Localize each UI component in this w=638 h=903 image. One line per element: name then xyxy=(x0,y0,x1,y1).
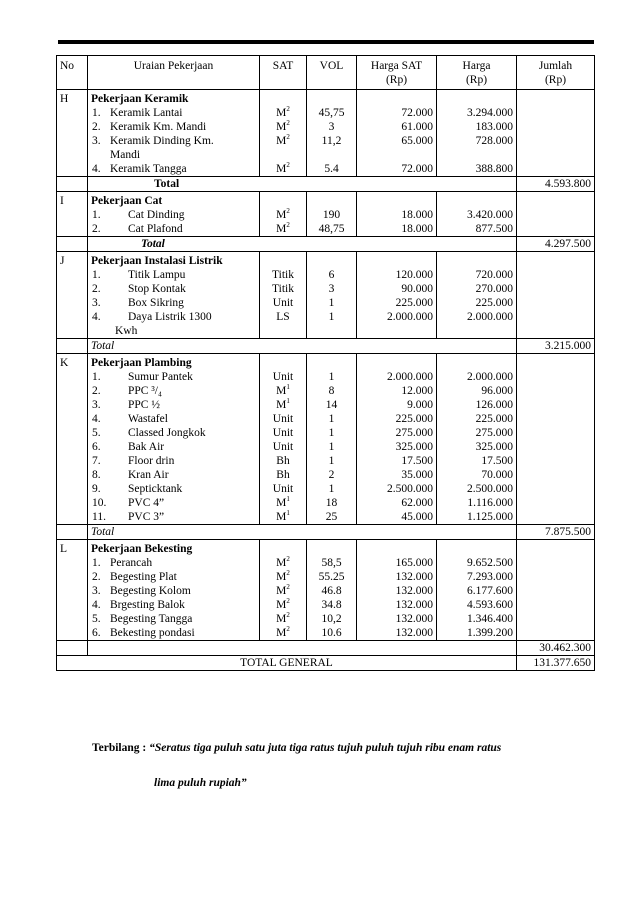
section-total-row xyxy=(57,339,595,354)
item-row xyxy=(91,310,256,324)
jumlah-col xyxy=(517,540,595,641)
section-no: J xyxy=(57,252,88,339)
item-harga-sat: 132.000 xyxy=(395,585,433,597)
section-row xyxy=(57,540,595,641)
total-label: Total xyxy=(141,238,165,250)
item-number: 1. xyxy=(92,107,101,119)
item-vol: 14 xyxy=(325,399,338,411)
item-sat: M xyxy=(276,627,287,639)
section-title: Pekerjaan Bekesting xyxy=(91,543,193,555)
vol-col xyxy=(307,90,357,177)
section-title: Pekerjaan Keramik xyxy=(91,93,189,105)
total-label-cell xyxy=(88,177,517,192)
item-harga-sat: 9.000 xyxy=(407,399,433,411)
terbilang-label: Terbilang : xyxy=(92,742,147,754)
terbilang-line-1 xyxy=(92,742,501,754)
item-name: Floor drin xyxy=(128,455,175,467)
item-row xyxy=(91,496,256,510)
item-vol: 5.4 xyxy=(324,163,339,175)
item-harga: 728.000 xyxy=(475,135,513,147)
total-label-cell xyxy=(88,339,517,354)
item-name-cont: Mandi xyxy=(110,149,141,161)
item-sat: Unit xyxy=(272,413,294,425)
section-total-row xyxy=(57,641,595,656)
item-name: Perancah xyxy=(110,557,153,569)
total-no-cell xyxy=(57,525,88,540)
item-sat-power: 2 xyxy=(286,612,290,620)
item-sat: Unit xyxy=(272,427,294,439)
vol-col xyxy=(307,354,357,525)
item-name: Classed Jongkok xyxy=(128,427,206,439)
item-vol: 10,2 xyxy=(321,613,342,625)
item-harga: 2.500.000 xyxy=(467,483,513,495)
item-number: 4. xyxy=(92,311,101,323)
item-sat-power: 2 xyxy=(286,626,290,634)
item-row xyxy=(91,222,256,236)
header-no: No xyxy=(57,56,88,90)
section-title: Pekerjaan Instalasi Listrik xyxy=(91,255,223,267)
item-sat: M xyxy=(276,209,287,221)
item-name: PVC 4” xyxy=(128,497,165,509)
item-name: Begesting Tangga xyxy=(110,613,193,625)
item-number: 1. xyxy=(92,371,101,383)
total-label-cell xyxy=(88,641,517,656)
item-harga: 7.293.000 xyxy=(467,571,513,583)
section-no: H xyxy=(57,90,88,177)
item-sat: Titik xyxy=(272,269,294,281)
section-total: 3.215.000 xyxy=(517,339,595,354)
harga-sat-col xyxy=(357,252,437,339)
section-row xyxy=(57,90,595,177)
item-harga: 2.000.000 xyxy=(467,311,513,323)
harga-col xyxy=(437,192,517,237)
section-uraian xyxy=(88,252,260,339)
item-harga-sat: 72.000 xyxy=(401,163,433,175)
item-harga-sat: 225.000 xyxy=(395,413,433,425)
item-harga: 388.800 xyxy=(475,163,513,175)
item-name: Cat Plafond xyxy=(128,223,183,235)
terbilang-text-2: lima puluh rupiah” xyxy=(154,777,247,789)
item-harga: 3.420.000 xyxy=(467,209,513,221)
item-vol: 1 xyxy=(328,483,335,495)
item-name: Bekesting pondasi xyxy=(110,627,195,639)
item-name: Keramik Km. Mandi xyxy=(110,121,207,133)
harga-sat-col xyxy=(357,90,437,177)
item-harga: 17.500 xyxy=(481,455,513,467)
section-no: L xyxy=(57,540,88,641)
item-sat-power: 2 xyxy=(286,570,290,578)
vol-col xyxy=(307,540,357,641)
item-row xyxy=(91,468,256,482)
item-vol: 1 xyxy=(328,441,335,453)
item-harga-sat: 62.000 xyxy=(401,497,433,509)
item-row xyxy=(91,370,256,384)
item-harga-sat: 17.500 xyxy=(401,455,433,467)
item-sat-power: 2 xyxy=(286,208,290,216)
item-row xyxy=(91,282,256,296)
total-no-cell xyxy=(57,641,88,656)
total-no-cell xyxy=(57,237,88,252)
item-number: 11. xyxy=(92,511,106,523)
item-sat: M xyxy=(276,497,287,509)
item-row xyxy=(91,440,256,454)
section-uraian xyxy=(88,540,260,641)
item-name: Keramik Dinding Km. xyxy=(110,135,214,147)
item-vol: 1 xyxy=(328,311,335,323)
header-harga-sat: Harga SAT (Rp) xyxy=(357,56,437,90)
item-vol: 58,5 xyxy=(321,557,342,569)
item-harga-sat: 18.000 xyxy=(401,223,433,235)
item-harga-sat: 2.000.000 xyxy=(387,311,433,323)
total-no-cell xyxy=(57,339,88,354)
item-row xyxy=(91,598,256,612)
item-vol: 25 xyxy=(325,511,338,523)
header-row xyxy=(57,56,595,90)
item-number: 2. xyxy=(92,571,101,583)
item-number: 4. xyxy=(92,599,101,611)
item-harga: 9.652.500 xyxy=(467,557,513,569)
item-number: 3. xyxy=(92,585,101,597)
item-row xyxy=(91,584,256,598)
jumlah-col xyxy=(517,90,595,177)
item-sat: M xyxy=(276,399,287,411)
item-harga-sat: 65.000 xyxy=(401,135,433,147)
header-sat: SAT xyxy=(260,56,307,90)
item-number: 8. xyxy=(92,469,101,481)
sat-col xyxy=(260,252,307,339)
item-number: 6. xyxy=(92,627,101,639)
item-name: Box Sikring xyxy=(128,297,184,309)
item-sat-power: 2 xyxy=(286,162,290,170)
item-sat-power: 2 xyxy=(286,222,290,230)
item-number: 6. xyxy=(92,441,101,453)
item-sat: M xyxy=(276,385,287,397)
item-number: 3. xyxy=(92,135,101,147)
item-sat-power: 1 xyxy=(286,496,290,504)
item-row xyxy=(91,268,256,282)
sat-col xyxy=(260,354,307,525)
item-row xyxy=(91,162,256,176)
section-no: I xyxy=(57,192,88,237)
item-row xyxy=(91,510,256,524)
total-no-cell xyxy=(57,177,88,192)
item-row xyxy=(91,426,256,440)
item-number: 2. xyxy=(92,121,101,133)
item-row xyxy=(91,106,256,120)
item-harga-sat: 90.000 xyxy=(401,283,433,295)
header-harga: Harga (Rp) xyxy=(437,56,517,90)
item-harga: 225.000 xyxy=(475,297,513,309)
item-harga-sat: 132.000 xyxy=(395,571,433,583)
item-sat: M xyxy=(276,121,287,133)
item-sat: Bh xyxy=(276,469,290,481)
item-name: Septicktank xyxy=(128,483,183,495)
item-harga: 1.116.000 xyxy=(467,497,513,509)
item-sat-power: 1 xyxy=(286,384,290,392)
harga-sat-col xyxy=(357,540,437,641)
top-rule xyxy=(58,40,594,44)
item-sat-power: 2 xyxy=(286,598,290,606)
jumlah-col xyxy=(517,252,595,339)
item-sat: M xyxy=(276,107,287,119)
item-harga-sat: 12.000 xyxy=(401,385,433,397)
item-number: 2. xyxy=(92,223,101,235)
harga-sat-col xyxy=(357,354,437,525)
item-sat-power: 2 xyxy=(286,556,290,564)
item-name: Brgesting Balok xyxy=(110,599,185,611)
total-label: Total xyxy=(154,178,180,190)
section-uraian xyxy=(88,192,260,237)
item-sat: M xyxy=(276,599,287,611)
section-row xyxy=(57,252,595,339)
item-number: 9. xyxy=(92,483,101,495)
item-number: 2. xyxy=(92,283,101,295)
item-name: Titik Lampu xyxy=(128,269,186,281)
item-harga: 96.000 xyxy=(481,385,513,397)
item-vol: 1 xyxy=(328,413,335,425)
item-sat-power: 1 xyxy=(286,510,290,518)
item-sat: M xyxy=(276,557,287,569)
item-harga-sat: 132.000 xyxy=(395,599,433,611)
item-sat-power: 2 xyxy=(286,106,290,114)
item-number: 3. xyxy=(92,297,101,309)
section-total-row xyxy=(57,177,595,192)
item-sat: Unit xyxy=(272,371,294,383)
item-sat: M xyxy=(276,223,287,235)
item-sat: M xyxy=(276,613,287,625)
item-vol: 48,75 xyxy=(318,223,345,235)
section-title: Pekerjaan Plambing xyxy=(91,357,192,369)
section-total: 30.462.300 xyxy=(517,641,595,656)
item-sat-power: 2 xyxy=(286,134,290,142)
section-title: Pekerjaan Cat xyxy=(91,195,163,207)
vol-col xyxy=(307,252,357,339)
item-number: 1. xyxy=(92,209,101,221)
item-row xyxy=(91,120,256,134)
header-uraian: Uraian Pekerjaan xyxy=(88,56,260,90)
item-harga: 3.294.000 xyxy=(467,107,513,119)
item-row xyxy=(91,384,256,398)
item-harga: 225.000 xyxy=(475,413,513,425)
item-harga-sat: 225.000 xyxy=(395,297,433,309)
item-sat: Unit xyxy=(272,441,294,453)
item-name: Wastafel xyxy=(128,413,168,425)
item-sat: M xyxy=(276,163,287,175)
item-vol: 1 xyxy=(328,427,335,439)
item-vol: 190 xyxy=(322,209,341,221)
section-total: 4.593.800 xyxy=(517,177,595,192)
item-row xyxy=(91,612,256,626)
item-harga-sat: 18.000 xyxy=(401,209,433,221)
item-name: Keramik Tangga xyxy=(110,163,187,175)
item-harga: 183.000 xyxy=(475,121,513,133)
harga-col xyxy=(437,252,517,339)
section-total-row xyxy=(57,525,595,540)
grand-total-row xyxy=(57,656,595,671)
jumlah-col xyxy=(517,192,595,237)
section-total-row xyxy=(57,237,595,252)
item-harga-sat: 2.000.000 xyxy=(387,371,433,383)
item-vol: 10.6 xyxy=(321,627,342,639)
item-name: Sumur Pantek xyxy=(128,371,193,383)
section-no: K xyxy=(57,354,88,525)
item-harga-sat: 275.000 xyxy=(395,427,433,439)
item-harga-sat: 2.500.000 xyxy=(387,483,433,495)
item-row xyxy=(91,482,256,496)
item-name: PPC ½ xyxy=(128,399,160,411)
item-number: 4. xyxy=(92,163,101,175)
item-name: Begesting Plat xyxy=(110,571,177,583)
item-name-cont: Kwh xyxy=(115,325,138,337)
item-sat-power: 2 xyxy=(286,584,290,592)
item-number: 4. xyxy=(92,413,101,425)
sat-col xyxy=(260,90,307,177)
item-name: PPC ³/₄ xyxy=(128,385,162,397)
item-harga-sat: 325.000 xyxy=(395,441,433,453)
item-sat: LS xyxy=(276,311,290,323)
item-harga-sat: 165.000 xyxy=(395,557,433,569)
item-number: 2. xyxy=(92,385,101,397)
item-sat: Titik xyxy=(272,283,294,295)
item-number: 5. xyxy=(92,427,101,439)
item-vol: 46.8 xyxy=(321,585,342,597)
item-vol: 18 xyxy=(325,497,338,509)
item-row xyxy=(91,626,256,640)
item-row xyxy=(91,556,256,570)
item-harga-sat: 72.000 xyxy=(401,107,433,119)
item-name: Keramik Lantai xyxy=(110,107,183,119)
item-name: Daya Listrik 1300 xyxy=(128,311,212,323)
item-sat: Unit xyxy=(272,483,294,495)
section-total: 4.297.500 xyxy=(517,237,595,252)
harga-col xyxy=(437,540,517,641)
header-jumlah: Jumlah (Rp) xyxy=(517,56,595,90)
item-row xyxy=(91,454,256,468)
item-sat: Unit xyxy=(272,297,294,309)
item-harga: 877.500 xyxy=(475,223,513,235)
item-harga-sat: 132.000 xyxy=(395,613,433,625)
grand-total-label: TOTAL GENERAL xyxy=(57,656,517,671)
section-row xyxy=(57,354,595,525)
item-harga-sat: 132.000 xyxy=(395,627,433,639)
item-harga-sat: 61.000 xyxy=(401,121,433,133)
item-harga: 720.000 xyxy=(475,269,513,281)
item-harga: 270.000 xyxy=(475,283,513,295)
item-vol: 8 xyxy=(328,385,335,397)
item-vol: 3 xyxy=(328,121,335,133)
item-row xyxy=(91,134,256,148)
item-row xyxy=(91,398,256,412)
section-row xyxy=(57,192,595,237)
item-vol: 6 xyxy=(328,269,335,281)
item-vol: 1 xyxy=(328,371,335,383)
item-vol: 1 xyxy=(328,297,335,309)
harga-col xyxy=(437,354,517,525)
item-sat: Bh xyxy=(276,455,290,467)
item-sat: M xyxy=(276,135,287,147)
item-row xyxy=(91,570,256,584)
total-label-cell xyxy=(88,525,517,540)
item-harga: 1.346.400 xyxy=(467,613,513,625)
item-number: 5. xyxy=(92,613,101,625)
item-name: PVC 3” xyxy=(128,511,165,523)
item-number: 3. xyxy=(92,399,101,411)
item-vol: 3 xyxy=(328,283,335,295)
item-sat-power: 1 xyxy=(286,398,290,406)
harga-sat-col xyxy=(357,192,437,237)
item-name: Begesting Kolom xyxy=(110,585,191,597)
item-vol: 1 xyxy=(328,455,335,467)
item-row xyxy=(91,412,256,426)
item-row xyxy=(91,208,256,222)
item-harga-sat: 45.000 xyxy=(401,511,433,523)
item-harga: 325.000 xyxy=(475,441,513,453)
item-name: Kran Air xyxy=(128,469,169,481)
item-harga: 6.177.600 xyxy=(467,585,513,597)
vol-col xyxy=(307,192,357,237)
item-row xyxy=(91,296,256,310)
item-vol: 2 xyxy=(328,469,335,481)
harga-col xyxy=(437,90,517,177)
item-harga: 1.399.200 xyxy=(467,627,513,639)
jumlah-col xyxy=(517,354,595,525)
item-vol: 34.8 xyxy=(321,599,342,611)
section-uraian xyxy=(88,90,260,177)
item-harga: 126.000 xyxy=(475,399,513,411)
item-harga: 275.000 xyxy=(475,427,513,439)
item-name: Cat Dinding xyxy=(128,209,185,221)
item-number: 1. xyxy=(92,269,101,281)
cost-table xyxy=(56,55,595,671)
grand-total-value: 131.377.650 xyxy=(517,656,595,671)
item-sat: M xyxy=(276,511,287,523)
item-harga-sat: 120.000 xyxy=(395,269,433,281)
item-sat: M xyxy=(276,571,287,583)
item-vol: 55.25 xyxy=(318,571,345,583)
section-total: 7.875.500 xyxy=(517,525,595,540)
item-harga: 4.593.600 xyxy=(467,599,513,611)
total-label: Total xyxy=(91,526,115,538)
item-harga: 70.000 xyxy=(481,469,513,481)
header-vol: VOL xyxy=(307,56,357,90)
item-name: Bak Air xyxy=(128,441,165,453)
terbilang-text-1: “Seratus tiga puluh satu juta tiga ratus tujuh puluh tujuh ribu enam ratus xyxy=(149,742,502,754)
total-label-cell xyxy=(88,237,517,252)
item-number: 7. xyxy=(92,455,101,467)
item-number: 1. xyxy=(92,557,101,569)
item-harga-sat: 35.000 xyxy=(401,469,433,481)
item-vol: 45,75 xyxy=(318,107,345,119)
item-number: 10. xyxy=(92,497,107,509)
section-uraian xyxy=(88,354,260,525)
item-harga: 2.000.000 xyxy=(467,371,513,383)
item-sat-power: 2 xyxy=(286,120,290,128)
item-name: Stop Kontak xyxy=(128,283,186,295)
sat-col xyxy=(260,540,307,641)
item-sat: M xyxy=(276,585,287,597)
sat-col xyxy=(260,192,307,237)
item-harga: 1.125.000 xyxy=(467,511,513,523)
total-label: Total xyxy=(91,340,115,352)
item-vol: 11,2 xyxy=(321,135,342,147)
